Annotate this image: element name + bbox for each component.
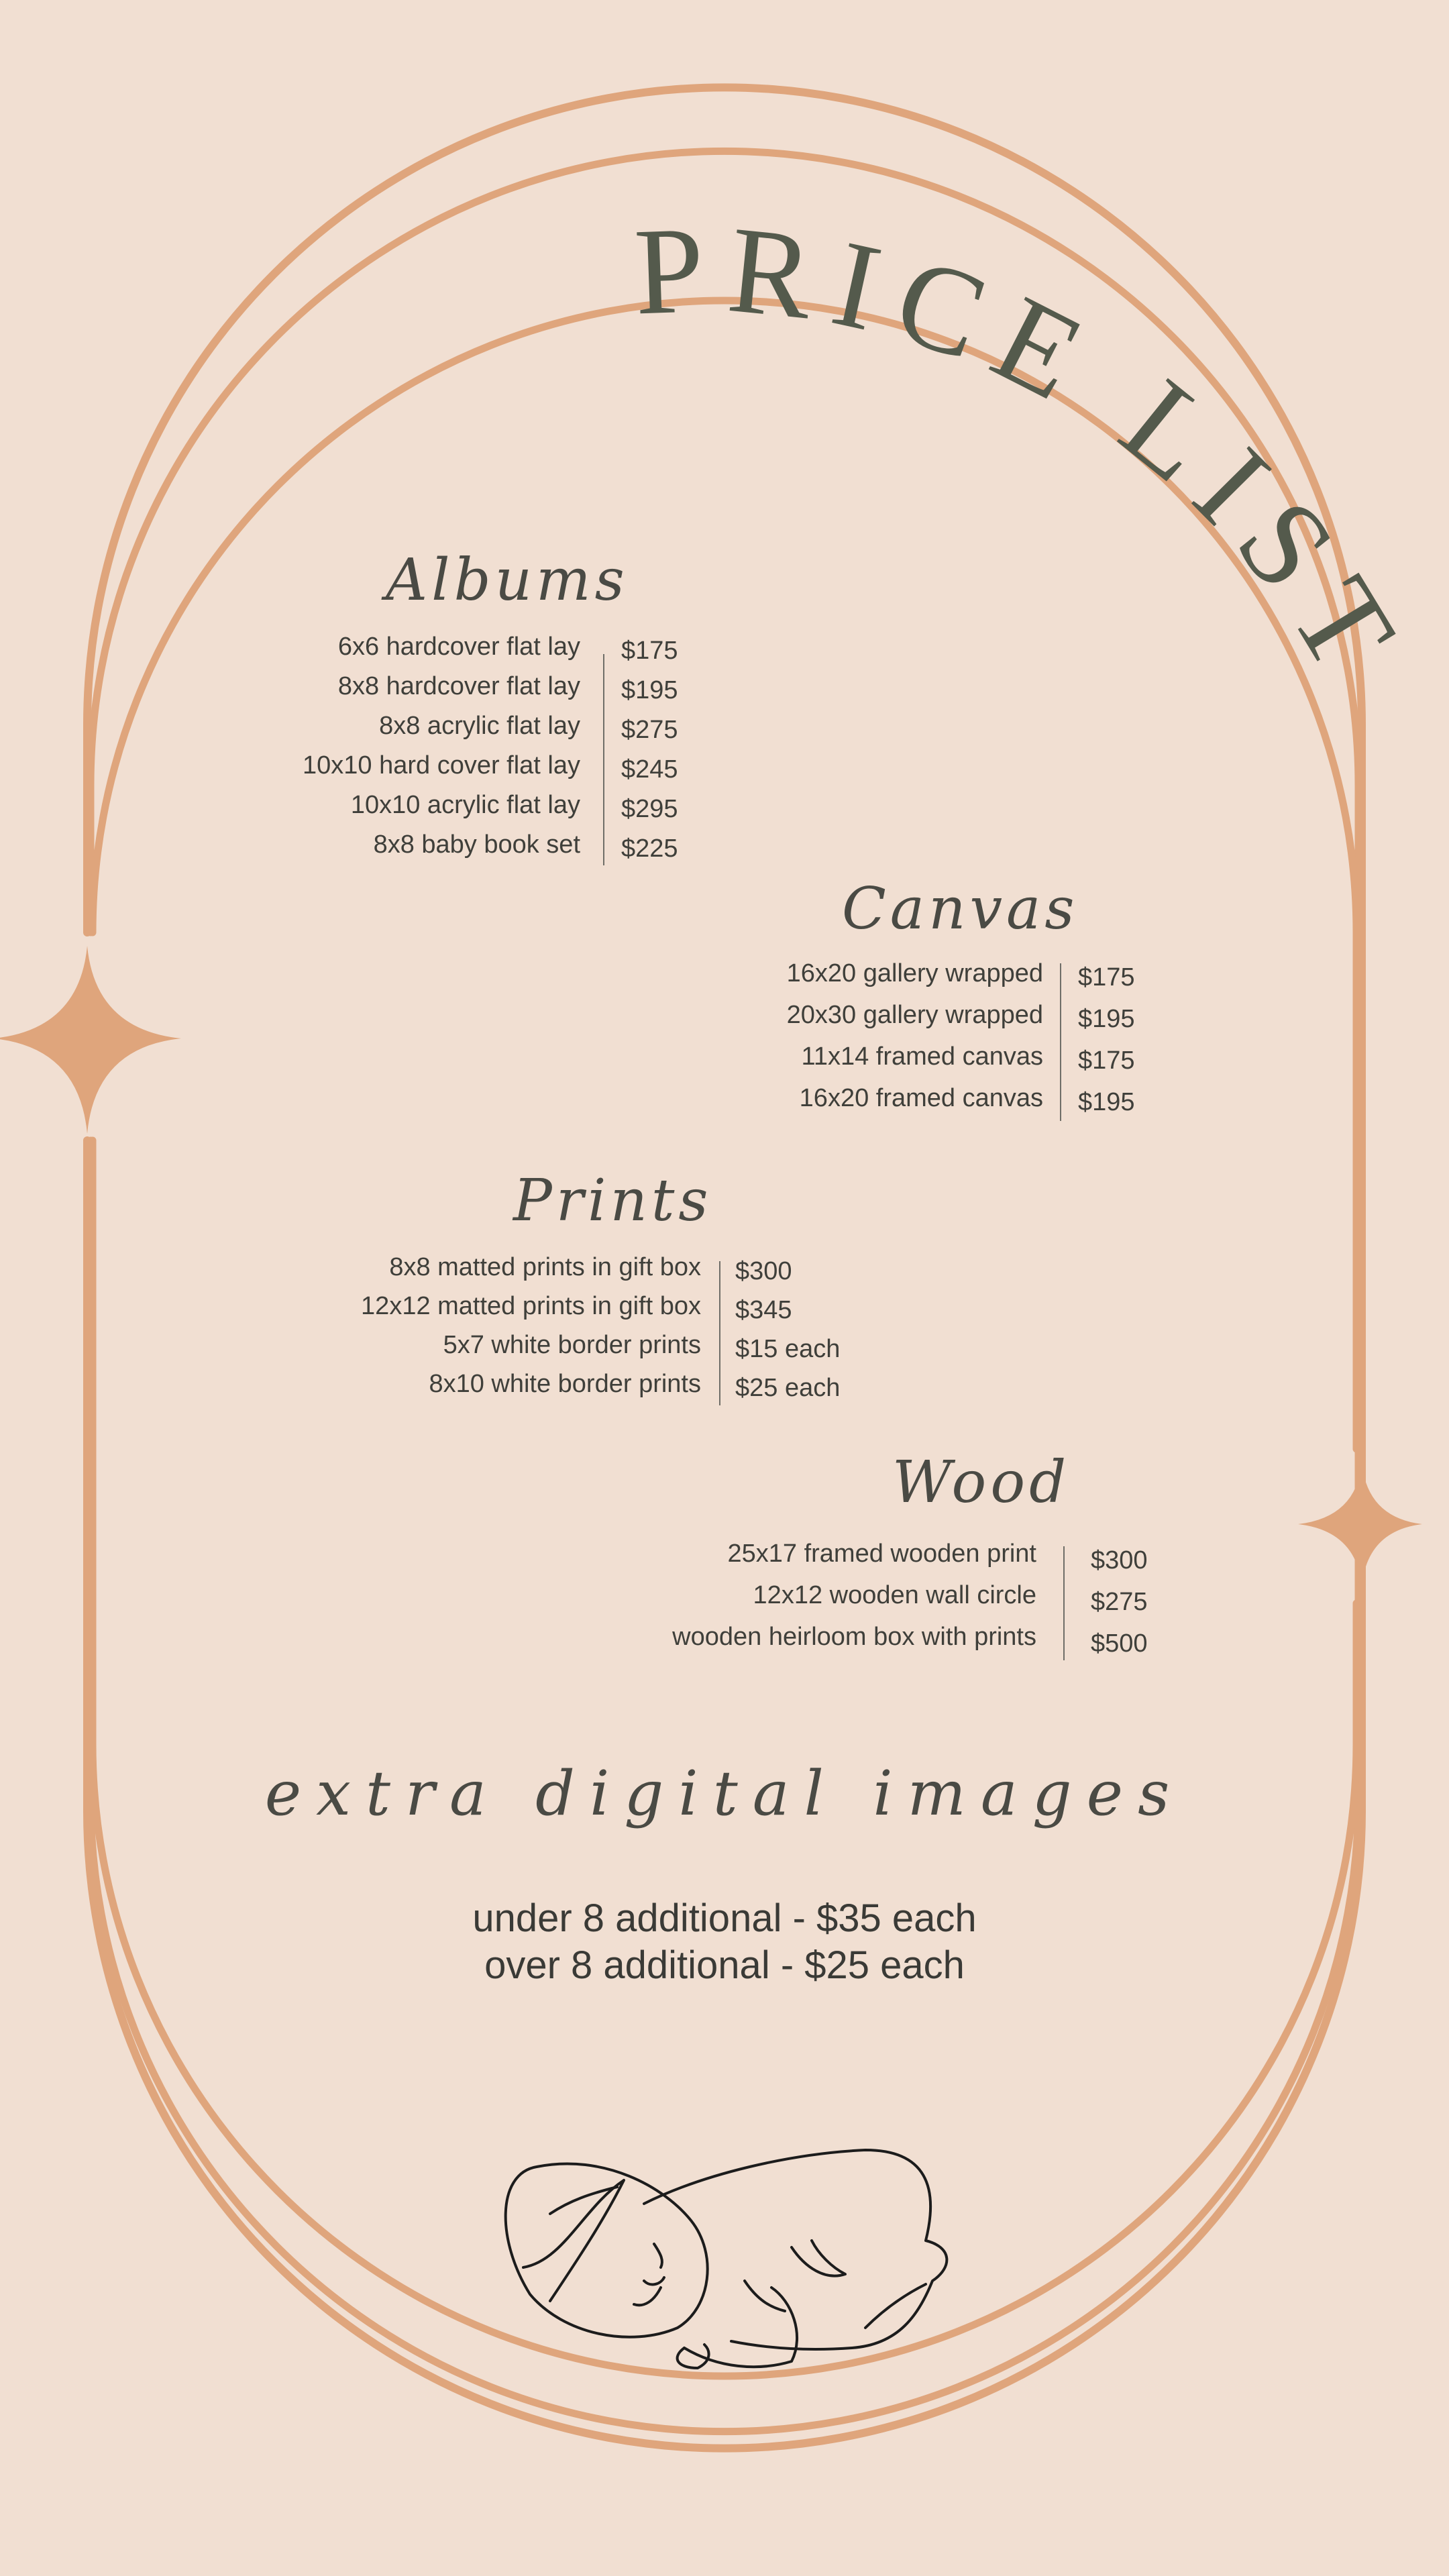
item-price: $245 bbox=[621, 755, 678, 784]
prints-prices bbox=[735, 1252, 840, 1407]
canvas-prices bbox=[1078, 957, 1135, 1123]
item-name: 25x17 framed wooden print bbox=[727, 1540, 1036, 1568]
canvas-names bbox=[787, 953, 1043, 1119]
item-price: $25 each bbox=[735, 1374, 841, 1402]
column-divider bbox=[1063, 1546, 1065, 1660]
wood-prices bbox=[1091, 1540, 1148, 1664]
item-name: 10x10 acrylic flat lay bbox=[350, 791, 580, 819]
column-divider bbox=[1060, 963, 1061, 1121]
item-name: wooden heirloom box with prints bbox=[672, 1623, 1036, 1651]
digital-line: over 8 additional - $25 each bbox=[484, 1943, 965, 1987]
item-price: $195 bbox=[621, 676, 678, 704]
item-price: $195 bbox=[1078, 1005, 1135, 1033]
albums-section bbox=[201, 627, 684, 869]
item-name: 16x20 gallery wrapped bbox=[786, 959, 1043, 987]
item-price: $175 bbox=[621, 637, 678, 665]
item-name: 16x20 framed canvas bbox=[799, 1084, 1043, 1112]
item-price: $275 bbox=[1091, 1588, 1148, 1616]
digital-heading: extra digital images bbox=[264, 1758, 1185, 1829]
item-name: 20x30 gallery wrapped bbox=[786, 1001, 1043, 1029]
canvas-section bbox=[671, 953, 1154, 1127]
item-name: 5x7 white border prints bbox=[443, 1331, 701, 1359]
column-divider bbox=[719, 1261, 720, 1405]
item-name: 11x14 framed canvas bbox=[801, 1042, 1043, 1071]
prints-names bbox=[361, 1248, 701, 1403]
albums-prices bbox=[621, 631, 678, 869]
item-price: $175 bbox=[1078, 963, 1135, 991]
item-price: $300 bbox=[1091, 1546, 1148, 1574]
item-price: $300 bbox=[735, 1257, 792, 1285]
albums-names bbox=[303, 627, 580, 865]
price-list-title: PRICE LIST bbox=[632, 200, 1432, 710]
item-price: $500 bbox=[1091, 1629, 1148, 1658]
item-price: $295 bbox=[621, 795, 678, 823]
wood-section bbox=[537, 1533, 1208, 1667]
sparkle-icon bbox=[1298, 1462, 1422, 1587]
sparkle-icon bbox=[0, 946, 181, 1134]
item-price: $195 bbox=[1078, 1088, 1135, 1116]
item-price: $275 bbox=[621, 716, 678, 744]
item-name: 6x6 hardcover flat lay bbox=[337, 633, 580, 661]
item-name: 8x8 baby book set bbox=[373, 830, 580, 859]
item-name: 8x8 acrylic flat lay bbox=[379, 712, 580, 740]
wood-heading: Wood bbox=[892, 1449, 1071, 1516]
item-price: $175 bbox=[1078, 1046, 1135, 1075]
prints-section bbox=[201, 1248, 872, 1409]
item-price: $15 each bbox=[735, 1335, 841, 1363]
item-name: 8x8 hardcover flat lay bbox=[337, 672, 580, 700]
digital-line: under 8 additional - $35 each bbox=[472, 1896, 977, 1940]
item-name: 8x10 white border prints bbox=[429, 1370, 701, 1398]
sleeping-baby-line-art bbox=[506, 2150, 947, 2368]
item-name: 12x12 wooden wall circle bbox=[753, 1581, 1036, 1609]
item-price: $345 bbox=[735, 1296, 792, 1324]
item-price: $225 bbox=[621, 835, 678, 863]
item-name: 10x10 hard cover flat lay bbox=[302, 751, 580, 780]
digital-pricing bbox=[0, 1895, 1449, 1989]
wood-names bbox=[672, 1533, 1036, 1658]
column-divider bbox=[603, 654, 604, 865]
prints-heading: Prints bbox=[513, 1167, 712, 1234]
item-name: 8x8 matted prints in gift box bbox=[389, 1253, 701, 1281]
albums-heading: Albums bbox=[386, 547, 629, 614]
canvas-heading: Canvas bbox=[842, 875, 1079, 943]
item-name: 12x12 matted prints in gift box bbox=[361, 1292, 701, 1320]
